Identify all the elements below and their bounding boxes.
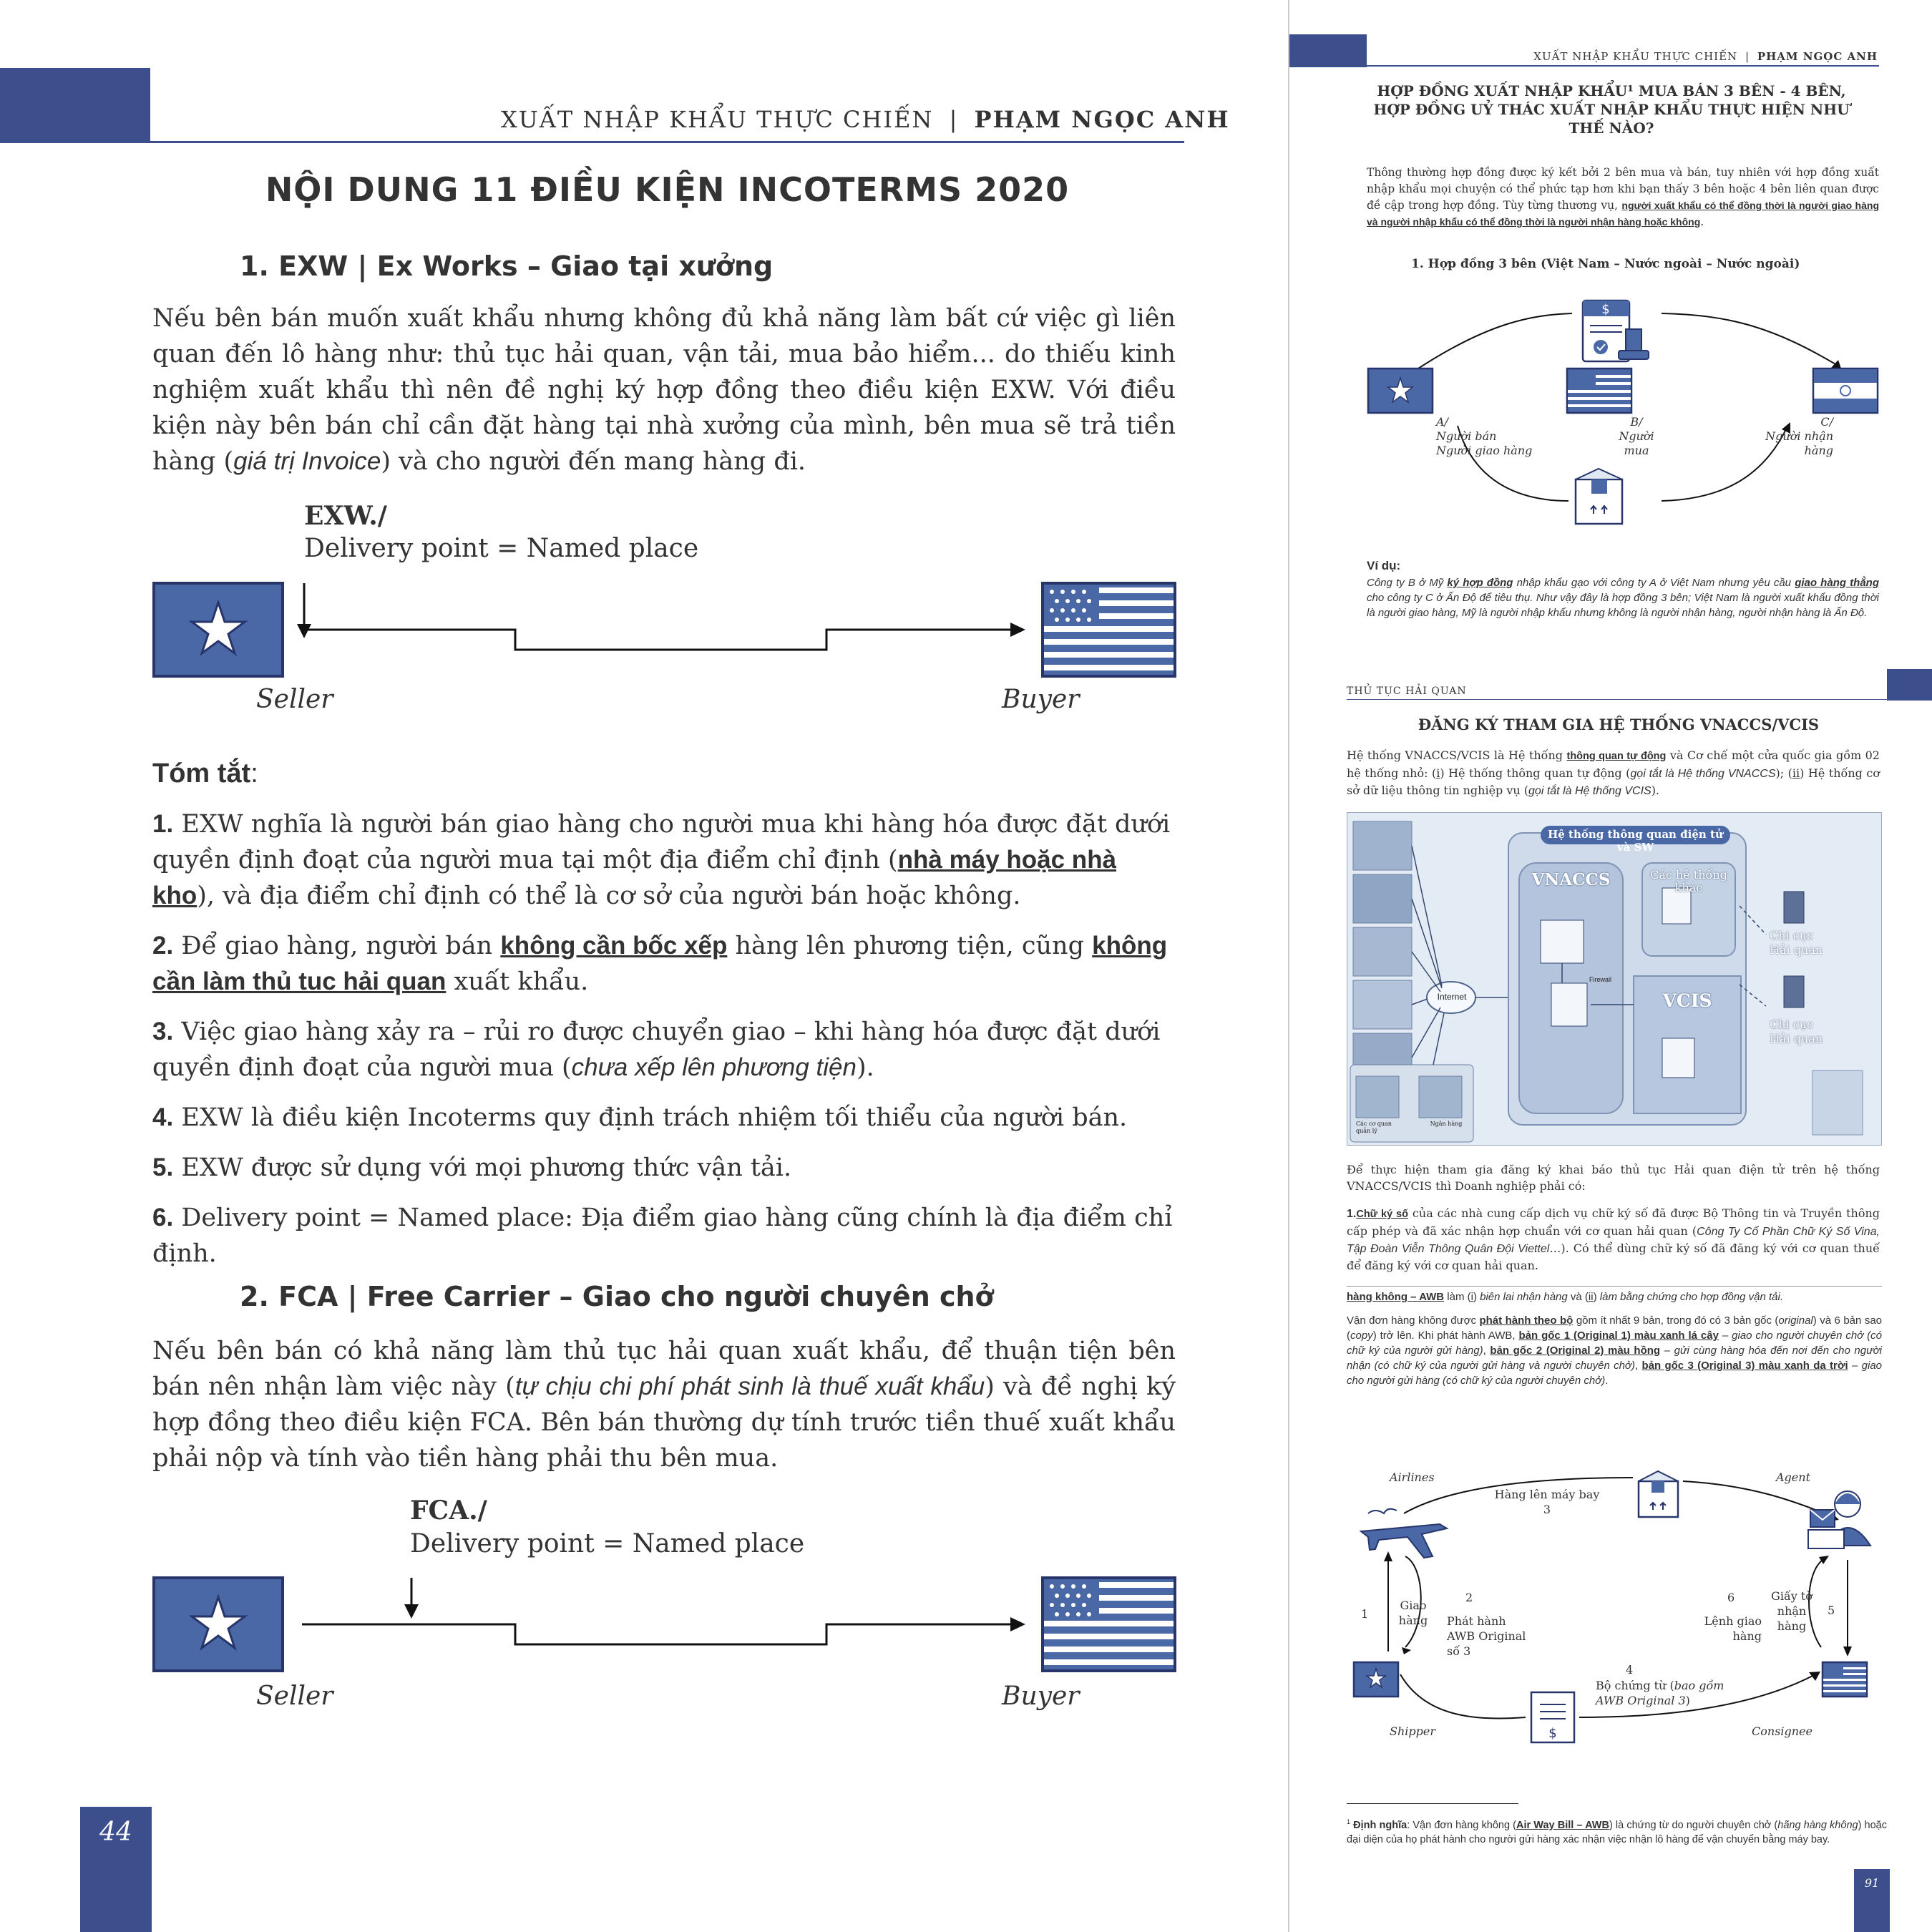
summary-item-3: 3. Việc giao hàng xảy ra – rủi ro được chuyển giao – khi hàng hóa được đặt dưới quyền định đoạt của người mua (chưa xếp lên phương tiện). [152, 1018, 1161, 1082]
india-flag-icon [1813, 369, 1878, 413]
package-box-icon [1576, 469, 1622, 524]
sys-agencies: Các cơ quan quản lý [1356, 1121, 1392, 1134]
exw-buyer-label: Buyer [1002, 685, 1080, 714]
summary-list [152, 806, 1176, 1273]
system-diagram [1347, 812, 1882, 1146]
vietnam-flag-icon [1368, 369, 1433, 413]
section-heading-fca: 2. FCA | Free Carrier – Giao cho người chuyên chở [240, 1281, 994, 1312]
running-header: XUẤT NHẬP KHẨU THỰC CHIẾN | PHẠM NGỌC ANH [501, 106, 1230, 133]
fca-diagram-title: FCA./ [410, 1496, 487, 1526]
sys-internet: Internet [1437, 992, 1467, 1002]
consignee-flag-icon [1823, 1662, 1867, 1697]
cargo-box-icon [1639, 1471, 1678, 1517]
fca-diagram-subtitle: Delivery point = Named place [410, 1529, 805, 1558]
section-tag-bar [1887, 669, 1932, 701]
footnote-rule [1347, 1803, 1518, 1804]
contract-document-icon [1583, 301, 1649, 361]
r-running-header: XUẤT NHẬP KHẨU THỰC CHIẾN | PHẠM NGỌC ANH [1533, 50, 1878, 63]
flow-airlines: Airlines [1390, 1470, 1435, 1484]
summary-heading: Tóm tắt: [152, 758, 258, 789]
exw-diagram-title: EXW./ [304, 501, 387, 531]
awb-fragment: hàng không – AWB làm (i) biên lai nhận hàng và (ii) làm bằng chứng cho hợp đồng vận tải. [1347, 1291, 1784, 1303]
flow-step-6-number: 6 [1727, 1591, 1735, 1604]
sys-bank: Ngân hàng [1430, 1121, 1463, 1127]
flow-step-5: Giấy tờ nhận hàng [1771, 1589, 1813, 1633]
usa-flag-icon [1567, 369, 1631, 413]
section-heading-exw: 1. EXW | Ex Works – Giao tại xưởng [240, 250, 774, 282]
flow-step-1-number: 1 [1361, 1607, 1369, 1621]
req-item-1: 1.Chữ ký số của các nhà cung cấp dịch vụ chữ ký số đã được Bộ Thông tin và Truyền thông cấp phép và đã xác nhận hợp chuẩn với cơ quan hải quan (Công Ty Cổ Phần Chữ Ký Số Vina, Tập Đoàn Viễn Thông Quân Đội Viettel…). Có thể dùng chữ ký số đã đăng ký với cơ quan thuế để đăng ký với cơ quan hải quan. [1347, 1206, 1880, 1272]
airplane-icon [1361, 1509, 1447, 1558]
flow-step-2-number: 2 [1465, 1591, 1473, 1604]
buyer-flag-icon [1043, 583, 1175, 676]
flow-shipper: Shipper [1390, 1724, 1435, 1738]
sys-vnaccs: VNACCS [1531, 870, 1611, 889]
flow-step-4: Bộ chứng từ (bao gồm AWB Original 3) [1596, 1679, 1724, 1707]
exw-seller-label: Seller [256, 685, 333, 714]
summary-item-6: 6. Delivery point = Named place: Địa điểm giao hàng cũng chính là địa điểm chỉ định. [152, 1204, 1173, 1268]
shipper-flag-icon [1354, 1662, 1398, 1697]
req-intro: Để thực hiện tham gia đăng ký khai báo thủ tục Hải quan điện tử trên hệ thống VNACCS/VCIS thì Doanh nghiệp phải có: [1347, 1163, 1880, 1193]
sys-other: Các hệ thống khác [1650, 868, 1727, 894]
exw-paragraph: Nếu bên bán muốn xuất khẩu nhưng không đủ khả năng làm bất cứ việc gì liên quan đến lô hàng như: thủ tục hải quan, vận tải, mua bảo hiểm... do thiếu kinh nghiệm xuất khẩu thì nên đề nghị ký hợp đồng theo điều kiện EXW. Với điều kiện này bên bán chỉ cần đặt hàng tại nhà xưởng của mình, bên mua sẽ trả tiền hàng (giá trị Invoice) và cho người đến mang hàng đi. [152, 304, 1176, 476]
vnaccs-title: ĐĂNG KÝ THAM GIA HỆ THỐNG VNACCS/VCIS [1418, 716, 1820, 733]
party-b-label: B/ Người mua [1619, 415, 1654, 457]
flow-step-4-number: 4 [1626, 1663, 1634, 1677]
buyer-flag-icon [1043, 1578, 1175, 1671]
exw-diagram-subtitle: Delivery point = Named place [304, 534, 699, 563]
flow-step-2: Phát hành AWB Original số 3 [1447, 1614, 1526, 1658]
right-page [1288, 0, 1932, 1932]
r-header-rule [1367, 65, 1879, 67]
footnote: $^1$ Định nghĩa: Vận đơn hàng không (Air Way Bill – AWB) là chứng từ do người chuyên chở (hãng hàng không) hoặc đại diện của họ phát hành cho người gửi hàng xác nhận việc nhận lô hàng để vận chuyển bằng máy bay. [1347, 1818, 1887, 1845]
sys-banner: Hệ thống thông quan điện tử và SW [1548, 828, 1723, 854]
r-intro: Thông thường hợp đồng được ký kết bởi 2 bên mua và bán, tuy nhiên với hợp đồng xuất nhập khẩu mọi chuyện có thể phức tạp hơn khi bạn thấy 3 bên hoặc 4 bên liên quan được đề cập trong hợp đồng. Tùy từng thương vụ, người xuất khẩu có thể đồng thời là người giao hàng và người nhập khẩu có thể đồng thời là người nhận hàng hoặc không. [1367, 166, 1879, 228]
awb-paragraph: Vận đơn hàng không được phát hành theo bộ gồm ít nhất 9 bản, trong đó có 3 bản gốc (original) và 6 bản sao (copy) trở lên. Khi phát hành AWB, bản gốc 1 (Original 1) màu xanh lá cây – giao cho người chuyên chở (có chữ ký của người gửi hàng), bản gốc 2 (Original 2) màu hồng – gửi cùng hàng hóa đến nơi đến cho người nhận (có chữ ký của người gửi hàng và người chuyên chở), bản gốc 3 (Original 3) màu xanh da trời – giao cho người gửi hàng (có chữ ký của người chuyên chở). [1347, 1314, 1883, 1387]
r-title: HỢP ĐỒNG XUẤT NHẬP KHẨU¹ MUA BÁN 3 BÊN - 4 BÊN, HỢP ĐỒNG UỶ THÁC XUẤT NHẬP KHẨU THỰC HIỆN NHƯ THẾ NÀO? [1373, 82, 1850, 137]
sys-firewall: Firewall [1589, 976, 1612, 983]
flow-step-5-number: 5 [1828, 1604, 1835, 1617]
fragment-rule [1347, 1286, 1882, 1287]
party-a-label: A/ Người bán Người giao hàng [1436, 415, 1533, 457]
flow-agent: Agent [1776, 1470, 1810, 1484]
section-tag-rule [1347, 699, 1887, 700]
sys-vcis: VCIS [1662, 990, 1712, 1011]
flow-step-6: Lệnh giao hàng [1704, 1614, 1762, 1643]
party-c-label: C/ Người nhận hàng [1765, 415, 1833, 457]
fca-seller-label: Seller [256, 1682, 333, 1711]
summary-item-2: 2. Để giao hàng, người bán không cần bốc xếp hàng lên phương tiện, cũng không cần làm thủ tuc hải quan xuất khẩu. [152, 932, 1168, 996]
header-accent-bar [0, 68, 150, 143]
flow-consignee: Consignee [1752, 1724, 1813, 1738]
section-tag: THỦ TỤC HẢI QUAN [1347, 686, 1467, 697]
r-page-number: 91 [1864, 1876, 1880, 1890]
summary-item-5: 5. EXW được sử dụng với mọi phương thức vận tải. [152, 1153, 792, 1182]
summary-item-1: 1. EXW nghĩa là người bán giao hàng cho người mua khi hàng hóa được đặt dưới quyền định đoạt của người mua tại một địa điểm chỉ định (nhà máy hoặc nhà kho), và địa điểm chỉ định có thể là cơ sở của người bán hoặc không. [152, 810, 1171, 910]
r-header-accent-bar [1289, 34, 1367, 67]
page-number: 44 [99, 1818, 132, 1847]
seller-flag-icon [154, 1578, 283, 1671]
sys-office-1: Chi cục Hải quan [1770, 929, 1823, 957]
sys-office-2: Chi cục Hải quan [1770, 1018, 1823, 1045]
fca-buyer-label: Buyer [1002, 1682, 1080, 1711]
page-title: NỘI DUNG 11 ĐIỀU KIỆN INCOTERMS 2020 [265, 170, 1070, 209]
example-text: Công ty B ở Mỹ ký hợp đồng nhập khẩu gạo với công ty A ở Việt Nam nhưng yêu cầu giao hàng thẳng cho công ty C ở Ấn Độ để tiêu thụ. Như vậy đây là hợp đồng 3 bên; Việt Nam là người xuất khẩu đồng thời là người giao hàng, Mỹ là người nhập khẩu nhưng không là người nhận hàng, người nhận hàng là Ấn Độ. [1367, 577, 1879, 619]
summary-item-4: 4. EXW là điều kiện Incoterms quy định trách nhiệm tối thiểu của người bán. [152, 1103, 1128, 1132]
seller-flag-icon [154, 583, 283, 676]
flow-step-1: Giao hàng [1398, 1599, 1428, 1627]
fca-paragraph: Nếu bên bán có khả năng làm thủ tục hải quan xuất khẩu, để thuận tiện bên bán nên nhận làm việc này (tự chịu chi phí phát sinh là thuế xuất khẩu) và đề nghị ký hợp đồng theo điều kiện FCA. Bên bán thường dự tính trước tiền thuế xuất khẩu phải nộp và tính vào tiền hàng phải thu bên mua. [152, 1337, 1176, 1473]
vnaccs-intro: Hệ thống VNACCS/VCIS là Hệ thống thông quan tự động và Cơ chế một cửa quốc gia gồm 02 hệ thống nhỏ: (i) Hệ thống thông quan tự động (gọi tắt là Hệ thống VNACCS); (ii) Hệ thống cơ sở dữ liệu thông tin nghiệp vụ (gọi tắt là Hệ thống VCIS). [1347, 748, 1880, 797]
documents-icon [1531, 1692, 1574, 1742]
svg-text:$: $ [1601, 302, 1610, 317]
example-label: Ví dụ: [1367, 559, 1401, 572]
agent-person-icon [1808, 1491, 1870, 1548]
svg-text:$: $ [1548, 1726, 1557, 1741]
header-rule [150, 141, 1184, 143]
flow-step-3: Hàng lên máy bay 3 [1494, 1488, 1600, 1516]
r-sub-heading-1: 1. Hợp đồng 3 bên (Việt Nam – Nước ngoài – Nước ngoài) [1411, 257, 1800, 271]
